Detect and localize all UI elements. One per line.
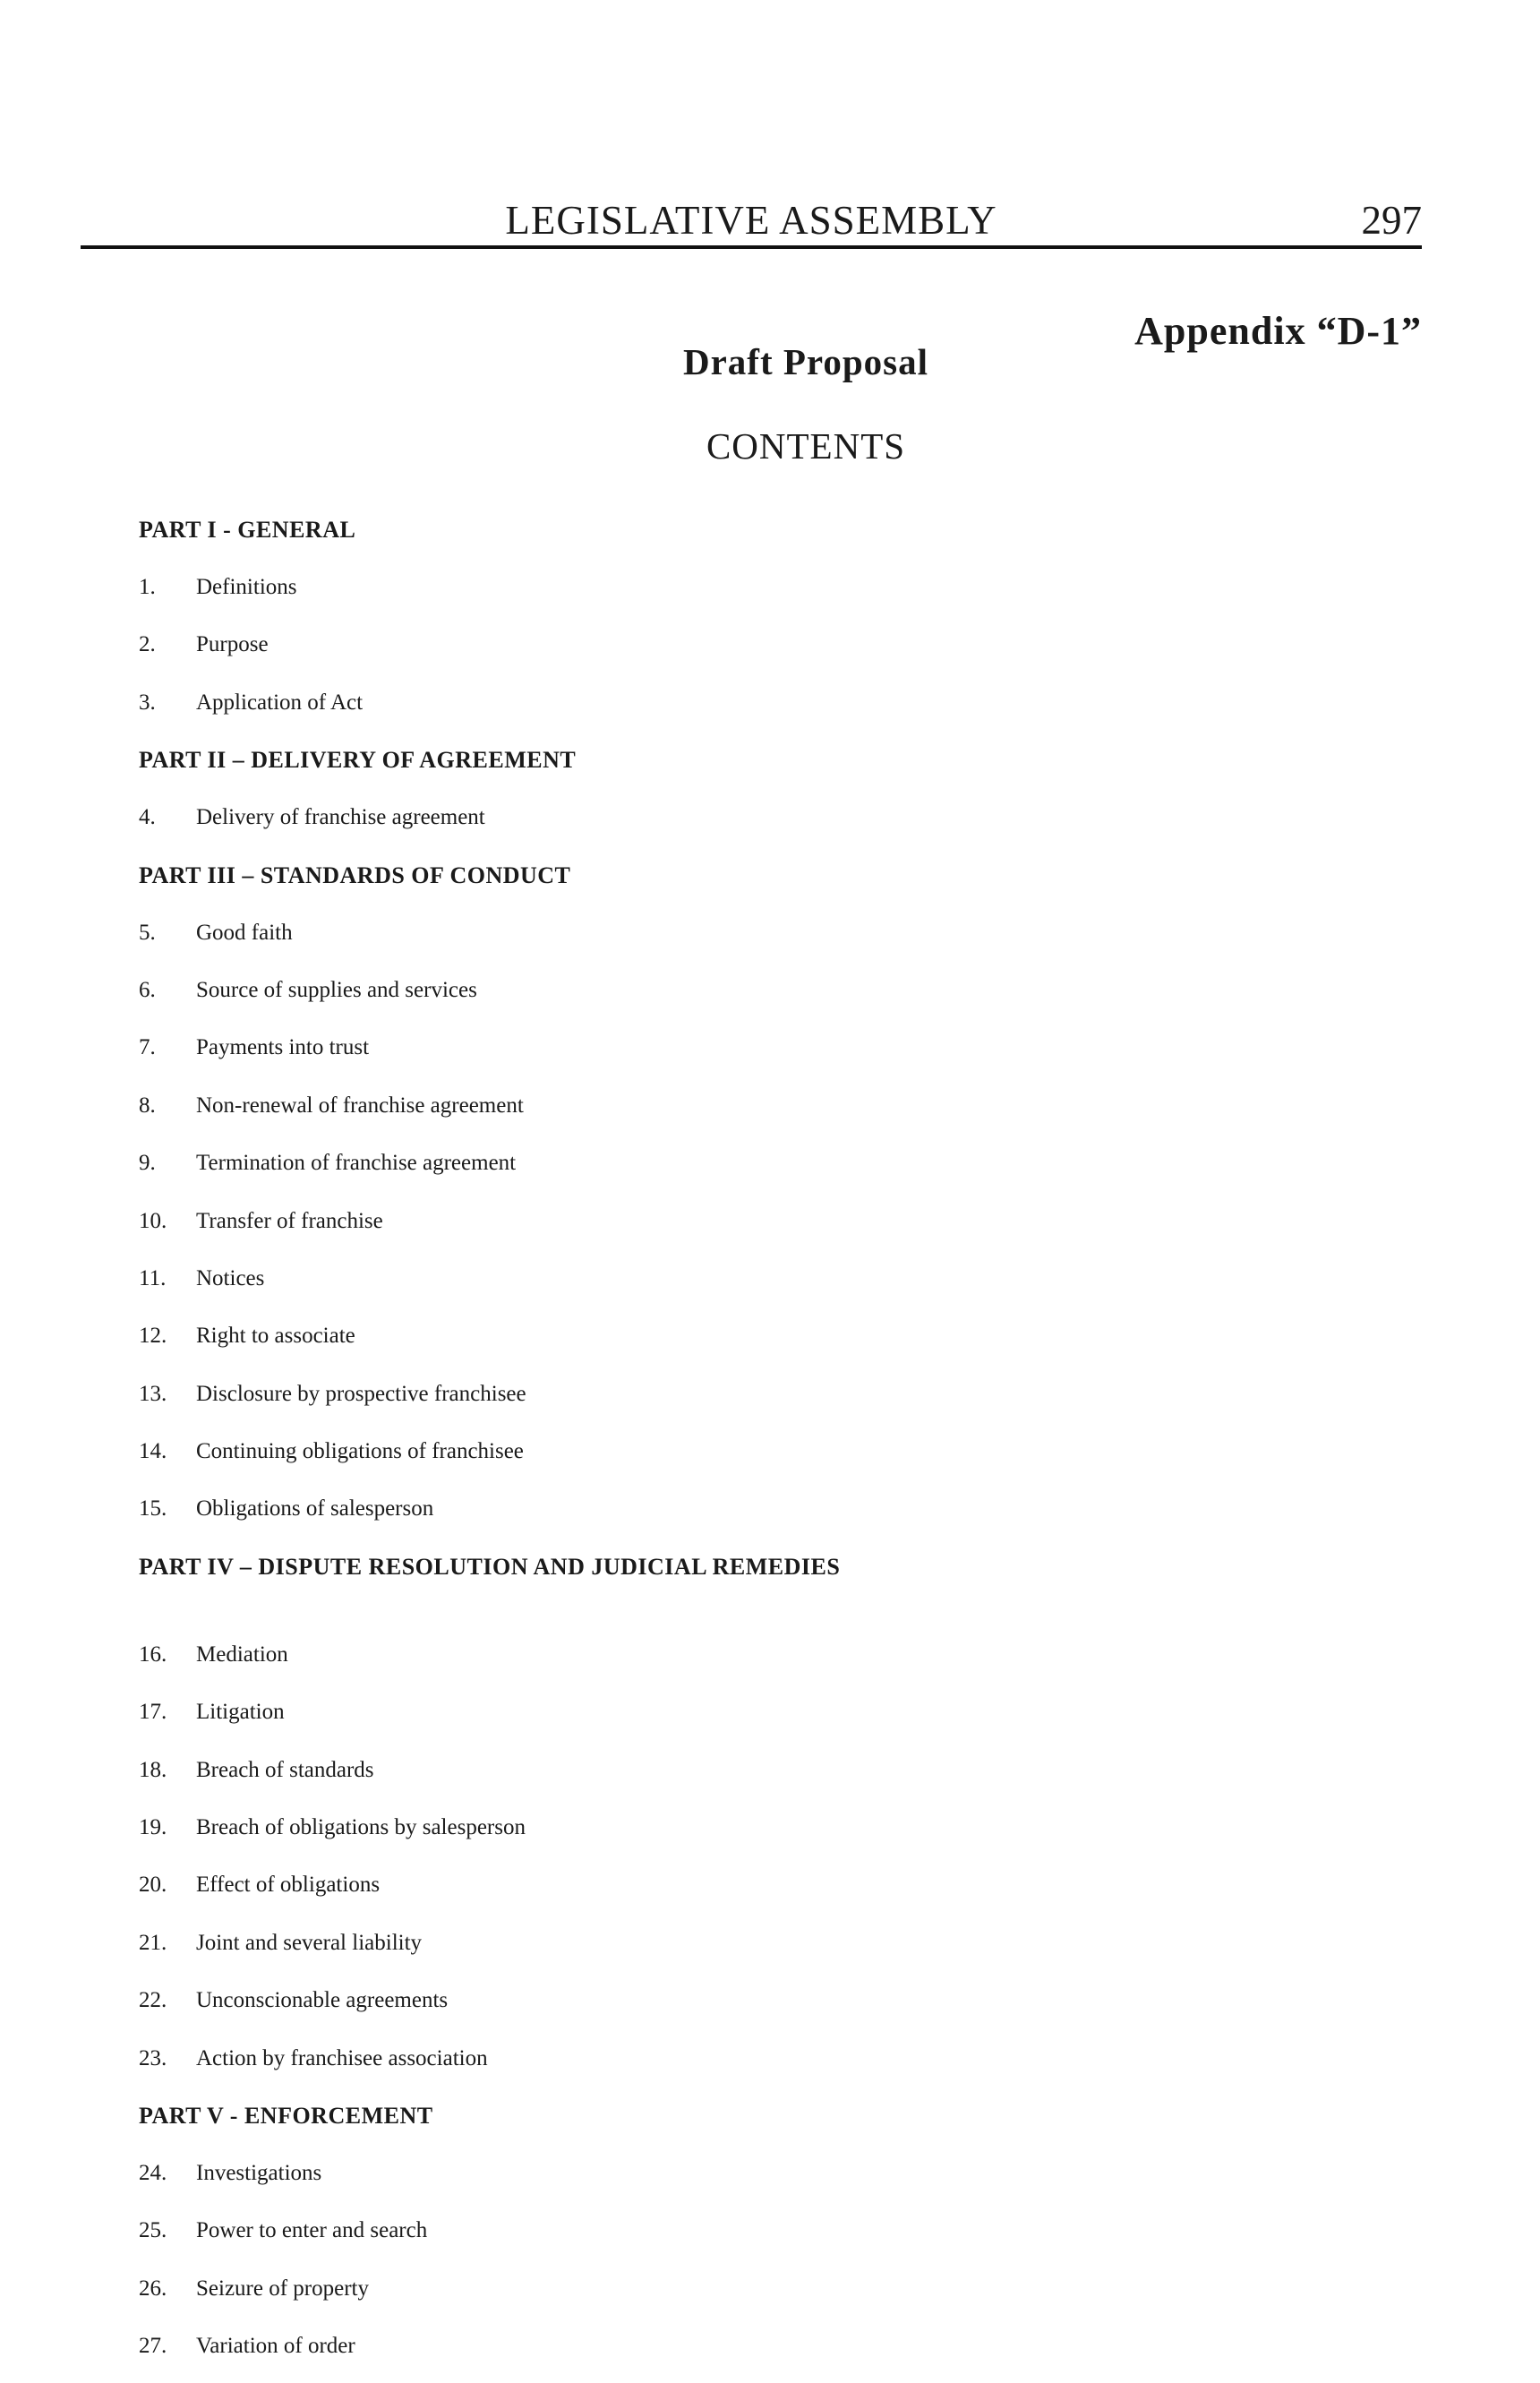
toc-item <box>139 2267 1303 2325</box>
toc-item <box>139 1430 1303 1487</box>
page-header-title: LEGISLATIVE ASSEMBLY <box>505 198 997 243</box>
part-heading: PART I - GENERAL <box>139 517 356 543</box>
toc-item <box>139 1142 1303 1199</box>
toc-item-label: Application of Act <box>196 690 364 715</box>
table-of-contents <box>139 509 1303 2383</box>
toc-item-label: Non-renewal of franchise agreement <box>196 1093 524 1118</box>
toc-item-label: Obligations of salesperson <box>196 1496 434 1522</box>
toc-item <box>139 796 1303 853</box>
toc-item <box>139 1749 1303 1806</box>
toc-item-number: 2. <box>139 632 156 657</box>
toc-item-label: Disclosure by prospective franchisee <box>196 1381 526 1406</box>
toc-item-label: Mediation <box>196 1642 288 1667</box>
toc-item <box>139 1691 1303 1748</box>
toc-item <box>139 1806 1303 1864</box>
toc-item <box>139 1922 1303 1979</box>
toc-item <box>139 623 1303 681</box>
toc-item-number: 12. <box>139 1324 167 1349</box>
draft-title: Draft Proposal <box>682 341 928 382</box>
toc-item-label: Delivery of franchise agreement <box>196 805 485 830</box>
toc-item-number: 10. <box>139 1208 167 1233</box>
toc-item-label: Breach of obligations by salesperson <box>196 1815 526 1840</box>
toc-item-label: Effect of obligations <box>196 1873 381 1898</box>
toc-item-number: 15. <box>139 1496 167 1522</box>
toc-item-label: Investigations <box>196 2160 322 2185</box>
toc-item-number: 26. <box>139 2276 167 2301</box>
toc-item-label: Payments into trust <box>196 1035 370 1060</box>
toc-item <box>139 1373 1303 1430</box>
toc-item <box>139 912 1303 969</box>
toc-item-number: 9. <box>139 1151 156 1176</box>
part-heading: PART II – DELIVERY OF AGREEMENT <box>139 747 577 774</box>
toc-item-number: 13. <box>139 1381 167 1406</box>
toc-item-label: Notices <box>196 1265 265 1290</box>
toc-item <box>139 1864 1303 1921</box>
part-heading: PART V - ENFORCEMENT <box>139 2102 433 2129</box>
toc-item-number: 8. <box>139 1093 156 1118</box>
toc-item-label: Litigation <box>196 1700 285 1725</box>
toc-item <box>139 1200 1303 1257</box>
toc-item <box>139 681 1303 739</box>
toc-item <box>139 1315 1303 1372</box>
toc-item <box>139 2037 1303 2095</box>
toc-item-number: 17. <box>139 1700 167 1725</box>
toc-item <box>139 1633 1303 1691</box>
toc-item-label: Seizure of property <box>196 2276 369 2301</box>
toc-item-label: Transfer of franchise <box>196 1208 383 1233</box>
toc-item-label: Joint and several liability <box>196 1930 423 1955</box>
toc-item-number: 21. <box>139 1930 167 1955</box>
toc-item-label: Continuing obligations of franchisee <box>196 1439 524 1464</box>
toc-item <box>139 1487 1303 1545</box>
toc-item <box>139 566 1303 623</box>
toc-item-number: 5. <box>139 920 156 945</box>
toc-item-number: 16. <box>139 1642 167 1667</box>
toc-item-label: Definitions <box>196 575 297 599</box>
toc-item-number: 24. <box>139 2160 167 2185</box>
toc-item-number: 3. <box>139 690 156 715</box>
toc-item <box>139 2152 1303 2209</box>
toc-item-label: Breach of standards <box>196 1757 374 1782</box>
toc-item-number: 23. <box>139 2045 167 2070</box>
toc-item <box>139 2209 1303 2267</box>
part-heading: PART IV – DISPUTE RESOLUTION AND JUDICIAL REMEDIES <box>139 1553 841 1580</box>
toc-item-label: Termination of franchise agreement <box>196 1151 517 1176</box>
toc-item-label: Unconscionable agreements <box>196 1988 449 2013</box>
toc-item-label: Action by franchisee association <box>196 2045 488 2070</box>
appendix-label: Appendix “D-1” <box>1134 309 1422 353</box>
toc-item <box>139 2325 1303 2382</box>
toc-item-number: 4. <box>139 805 156 830</box>
part-heading: PART III – STANDARDS OF CONDUCT <box>139 861 571 888</box>
toc-item-number: 18. <box>139 1757 167 1782</box>
toc-item-label: Right to associate <box>196 1324 355 1349</box>
toc-item <box>139 1026 1303 1084</box>
contents-title: CONTENTS <box>706 425 906 467</box>
toc-item <box>139 1257 1303 1315</box>
toc-item <box>139 1084 1303 1142</box>
toc-item-label: Variation of order <box>196 2334 355 2359</box>
toc-item-number: 20. <box>139 1873 167 1898</box>
toc-item-number: 22. <box>139 1988 167 2013</box>
toc-item-label: Source of supplies and services <box>196 977 477 1002</box>
toc-item-number: 1. <box>139 575 156 599</box>
page-number: 297 <box>1361 198 1422 243</box>
toc-item-number: 7. <box>139 1035 156 1060</box>
toc-item-number: 19. <box>139 1815 167 1840</box>
toc-item <box>139 969 1303 1026</box>
toc-item-number: 11. <box>139 1265 167 1290</box>
toc-item-number: 6. <box>139 977 156 1002</box>
toc-item-label: Good faith <box>196 920 293 945</box>
toc-item <box>139 1979 1303 2036</box>
toc-item-label: Power to enter and search <box>196 2218 428 2243</box>
toc-item-number: 14. <box>139 1439 167 1464</box>
toc-item-number: 27. <box>139 2334 167 2359</box>
toc-item-label: Purpose <box>196 632 269 657</box>
page-header <box>81 195 1422 249</box>
toc-item-number: 25. <box>139 2218 167 2243</box>
